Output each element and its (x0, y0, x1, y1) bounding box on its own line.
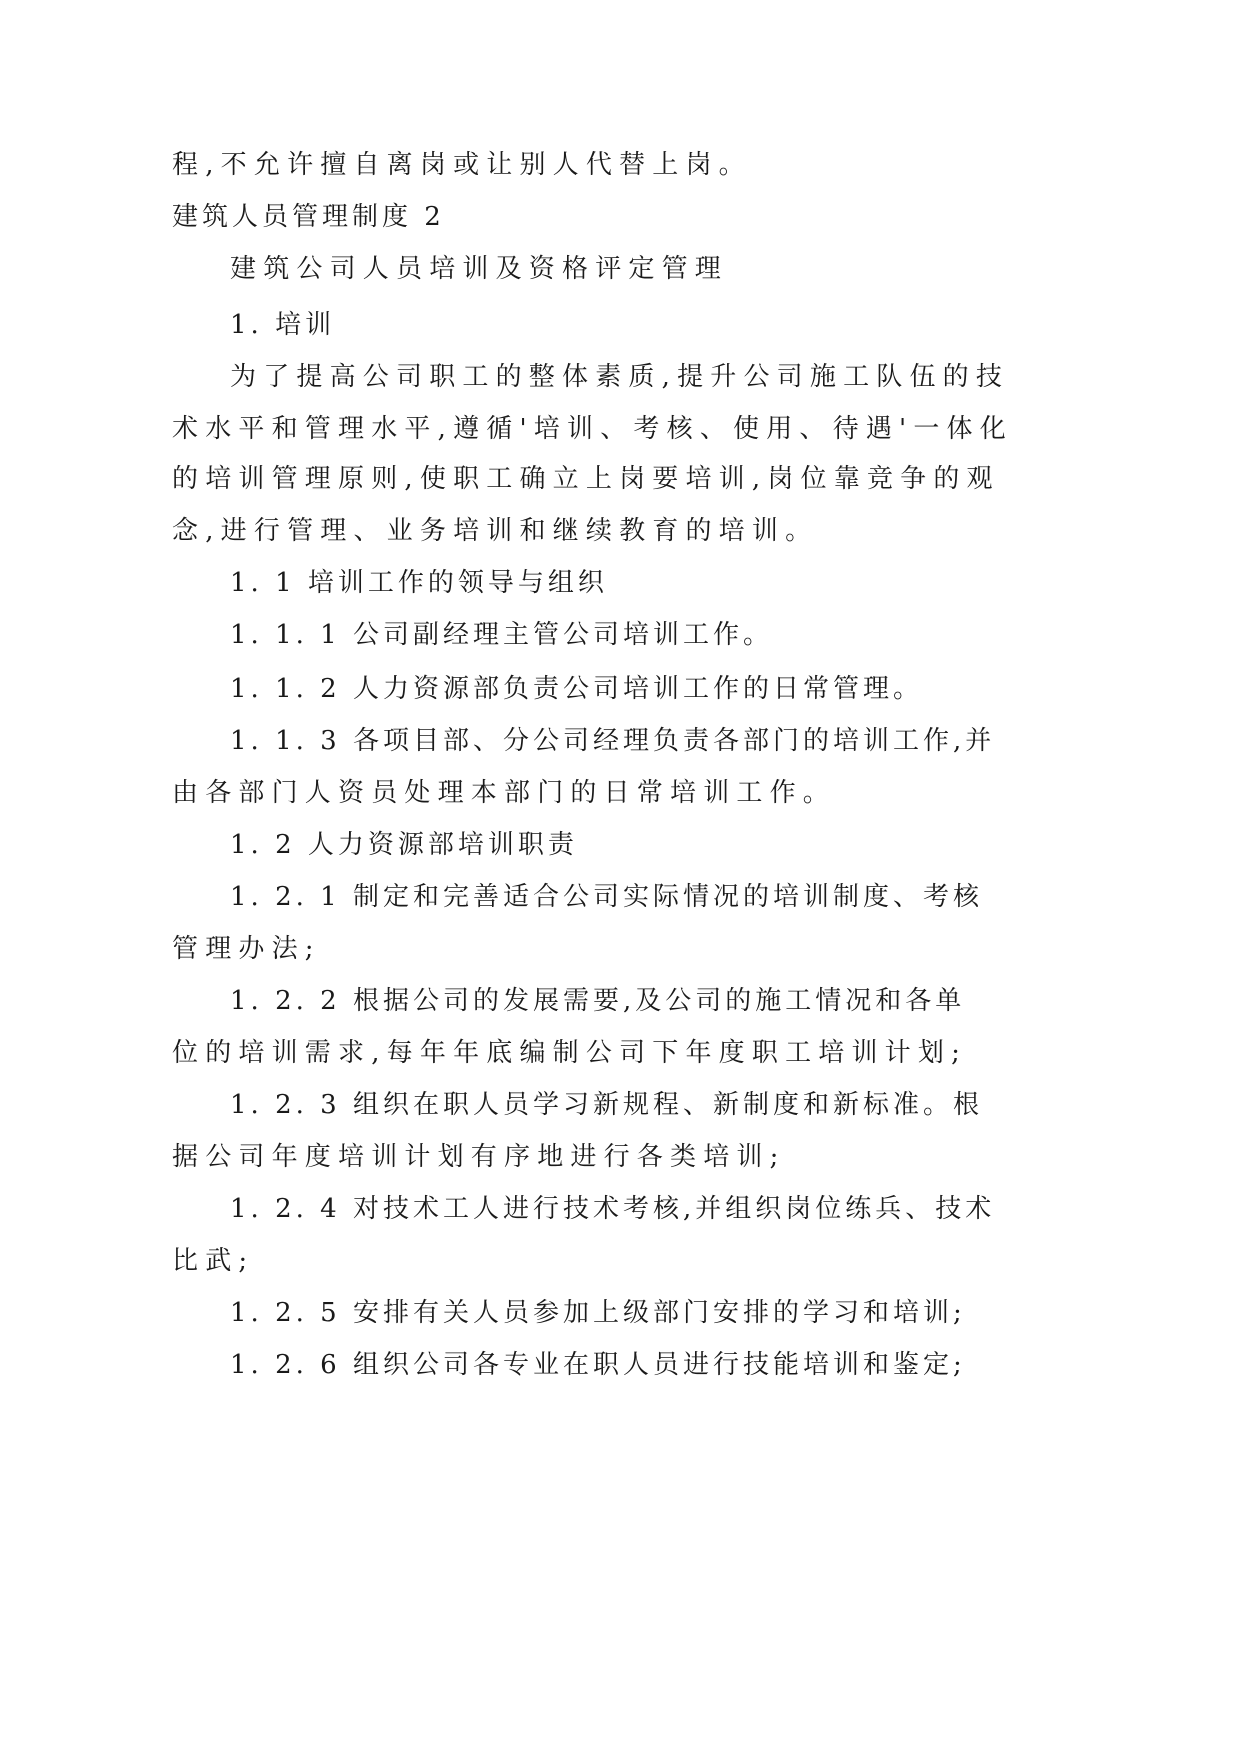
section-heading: 建筑人员管理制度 2 (172, 202, 445, 232)
item-1-2-3: 1. 2. 3 组织在职人员学习新规程、新制度和新标准。根 (230, 1090, 983, 1120)
subheading-1-2: 1. 2 人力资源部培训职责 (230, 830, 578, 860)
paragraph-line: 位的培训需求,每年年底编制公司下年度职工培训计划; (172, 1038, 968, 1068)
paragraph-line: 程,不允许擅自离岗或让别人代替上岗。 (172, 150, 752, 180)
heading-training: 1. 培训 (230, 310, 336, 340)
item-1-1-3: 1. 1. 3 各项目部、分公司经理负责各部门的培训工作,并 (230, 726, 996, 756)
paragraph-line: 由各部门人资员处理本部门的日常培训工作。 (172, 778, 837, 808)
paragraph-line: 的培训管理原则,使职工确立上岗要培训,岗位靠竞争的观 (172, 464, 1000, 494)
item-1-1-2: 1. 1. 2 人力资源部负责公司培训工作的日常管理。 (230, 674, 923, 704)
item-1-2-6: 1. 2. 6 组织公司各专业在职人员进行技能培训和鉴定; (230, 1350, 966, 1380)
item-1-2-5: 1. 2. 5 安排有关人员参加上级部门安排的学习和培训; (230, 1298, 966, 1328)
paragraph-line: 念,进行管理、业务培训和继续教育的培训。 (172, 516, 819, 546)
paragraph-line: 比武; (172, 1246, 255, 1276)
paragraph-line: 据公司年度培训计划有序地进行各类培训; (172, 1142, 786, 1172)
item-1-2-1: 1. 2. 1 制定和完善适合公司实际情况的培训制度、考核 (230, 882, 983, 912)
paragraph-line: 管理办法; (172, 934, 321, 964)
paragraph-line: 术水平和管理水平,遵循'培训、考核、使用、待遇'一体化 (172, 414, 1013, 444)
item-1-2-2: 1. 2. 2 根据公司的发展需要,及公司的施工情况和各单 (230, 986, 966, 1016)
paragraph-line: 为了提高公司职工的整体素质,提升公司施工队伍的技 (230, 362, 1010, 392)
item-1-1-1: 1. 1. 1 公司副经理主管公司培训工作。 (230, 620, 773, 650)
document-title: 建筑公司人员培训及资格评定管理 (230, 254, 729, 284)
subheading-1-1: 1. 1 培训工作的领导与组织 (230, 568, 608, 598)
item-1-2-4: 1. 2. 4 对技术工人进行技术考核,并组织岗位练兵、技术 (230, 1194, 996, 1224)
